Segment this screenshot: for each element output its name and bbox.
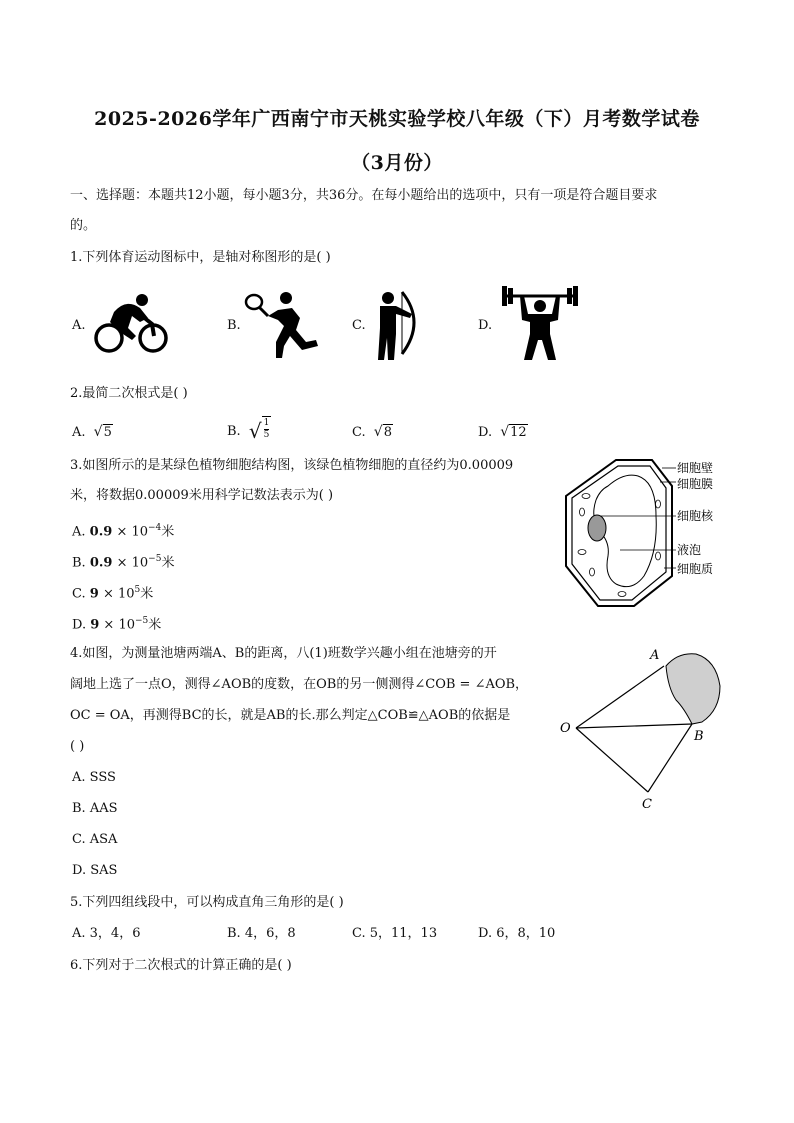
option-letter: B. bbox=[72, 555, 86, 571]
label-vacuole: 液泡 bbox=[677, 543, 702, 557]
option-letter: A. bbox=[72, 524, 86, 540]
label-nucleus: 细胞核 bbox=[677, 509, 714, 523]
q2-option-b-letter: B. bbox=[227, 424, 241, 439]
coefficient: 0.9 bbox=[89, 555, 113, 571]
q2-option-c bbox=[352, 424, 393, 441]
exam-title: 2025-2026学年广西南宁市天桃实验学校八年级（下）月考数学试卷 bbox=[94, 108, 700, 130]
option-letter: D. bbox=[72, 617, 87, 633]
cell-nucleus bbox=[588, 515, 606, 541]
q4-option-c: C. ASA bbox=[72, 832, 118, 847]
q5-option-b: B. 4，6，8 bbox=[227, 926, 296, 941]
exponent: 5 bbox=[134, 585, 141, 595]
point-b-label: B bbox=[694, 729, 704, 744]
q1-option-c-label: C. bbox=[352, 318, 366, 333]
q2-option-a-letter: A. bbox=[72, 425, 86, 440]
archer-icon bbox=[372, 288, 424, 362]
section-header-cont: 的。 bbox=[70, 218, 97, 233]
pond-geometry-figure bbox=[556, 644, 736, 814]
q4-option-b: B. AAS bbox=[72, 801, 118, 816]
point-a-label: A bbox=[650, 648, 660, 663]
plant-cell-diagram bbox=[560, 456, 730, 608]
sqrt-12: √12 bbox=[500, 424, 527, 440]
q2-option-c-letter: C. bbox=[352, 425, 366, 440]
tennis-player-icon bbox=[244, 290, 324, 360]
point-c-label: C bbox=[642, 797, 652, 812]
q1-option-d-label: D. bbox=[478, 318, 493, 333]
sqrt-one-fifth: √ $\frac{1}{5}$ bbox=[248, 418, 270, 443]
q5-option-c: C. 5，11，13 bbox=[352, 926, 438, 941]
q4-option-a: A. SSS bbox=[72, 770, 116, 785]
question-3-stem-cont: 米，将数据0.00009米用科学记数法表示为( ) bbox=[70, 488, 334, 503]
unit: 米 bbox=[140, 586, 154, 602]
label-cytoplasm: 细胞质 bbox=[677, 562, 714, 576]
q1-option-b-label: B. bbox=[227, 318, 241, 333]
q4-option-d: D. SAS bbox=[72, 863, 118, 878]
cyclist-icon bbox=[92, 292, 172, 354]
q3-option-b bbox=[72, 551, 174, 571]
q3-option-c bbox=[72, 582, 153, 602]
q2-option-a bbox=[72, 424, 113, 441]
question-6-stem: 6.下列对于二次根式的计算正确的是( ) bbox=[70, 958, 292, 973]
times-ten: × 10 bbox=[116, 555, 149, 571]
option-letter: C. bbox=[72, 586, 86, 602]
question-4-stem-cont3: ( ) bbox=[70, 739, 85, 754]
question-4-stem-cont1: 阔地上选了一点O，测得∠AOB的度数，在OB的另一侧测得∠COB = ∠AOB， bbox=[70, 677, 529, 692]
q2-option-d bbox=[478, 424, 528, 441]
question-4-stem-cont2: OC = OA，再测得BC的长，就是AB的长.那么判定△COB≌△AOB的依据是 bbox=[70, 708, 511, 723]
times-ten: × 10 bbox=[103, 617, 135, 633]
unit: 米 bbox=[161, 524, 175, 540]
unit: 米 bbox=[161, 555, 175, 571]
sqrt-8: √8 bbox=[373, 424, 392, 440]
coefficient: 9 bbox=[89, 586, 99, 602]
sqrt-5: √5 bbox=[93, 424, 112, 440]
q5-option-d: D. 6，8，10 bbox=[478, 926, 556, 941]
section-header: 一、选择题：本题共12小题，每小题3分，共36分。在每小题给出的选项中，只有一项是符合题目要求 bbox=[70, 188, 658, 203]
fraction-numerator: 1 bbox=[263, 418, 270, 428]
radicand: 8 bbox=[383, 425, 392, 440]
q3-option-d bbox=[72, 613, 161, 633]
question-3-stem: 3.如图所示的是某绿色植物细胞结构图，该绿色植物细胞的直径约为0.00009 bbox=[70, 458, 514, 473]
q5-option-a: A. 3，4，6 bbox=[72, 926, 141, 941]
q3-option-a bbox=[72, 520, 174, 540]
exam-subtitle: （3月份） bbox=[351, 152, 443, 174]
q1-option-a-label: A. bbox=[72, 318, 86, 333]
pond-shape bbox=[666, 654, 720, 724]
weightlifter-icon bbox=[498, 282, 582, 362]
q2-option-b bbox=[227, 416, 271, 446]
coefficient: 0.9 bbox=[89, 524, 113, 540]
radicand: 12 bbox=[510, 425, 527, 440]
coefficient: 9 bbox=[90, 617, 100, 633]
exponent: −5 bbox=[148, 554, 162, 564]
q2-option-d-letter: D. bbox=[478, 425, 493, 440]
question-2-stem: 2.最简二次根式是( ) bbox=[70, 386, 188, 401]
label-cell-membrane: 细胞膜 bbox=[677, 477, 714, 491]
radicand: 5 bbox=[103, 425, 112, 440]
point-o-label: O bbox=[560, 721, 571, 736]
unit: 米 bbox=[148, 617, 162, 633]
times-ten: × 10 bbox=[116, 524, 149, 540]
times-ten: × 10 bbox=[102, 586, 135, 602]
question-1-stem: 1.下列体育运动图标中，是轴对称图形的是( ) bbox=[70, 250, 331, 265]
exponent: −5 bbox=[135, 616, 149, 626]
fraction-denominator: 5 bbox=[263, 430, 270, 440]
label-cell-wall: 细胞壁 bbox=[677, 461, 714, 475]
question-5-stem: 5.下列四组线段中，可以构成直角三角形的是( ) bbox=[70, 895, 344, 910]
question-4-stem: 4.如图，为测量池塘两端A、B的距离，八(1)班数学兴趣小组在池塘旁的开 bbox=[70, 646, 497, 661]
exponent: −4 bbox=[148, 523, 162, 533]
